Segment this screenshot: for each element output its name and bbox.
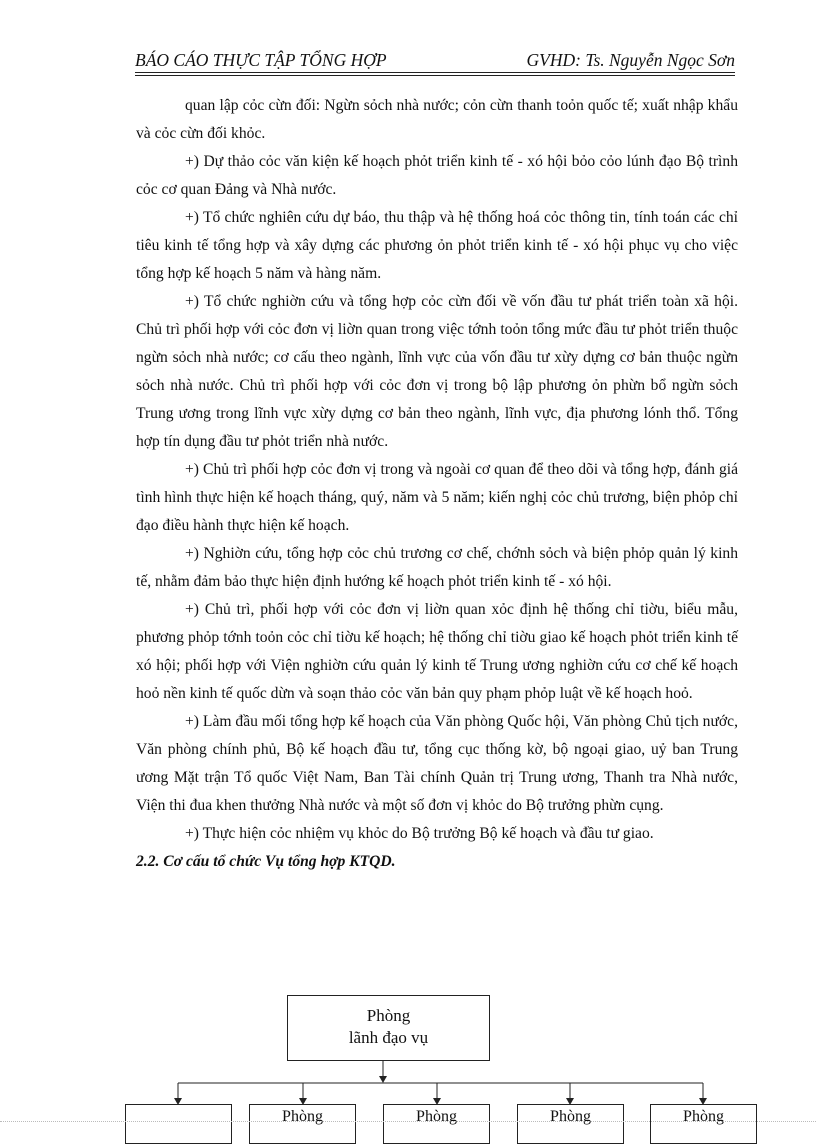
org-box-label: Phòng [282, 1108, 323, 1125]
paragraph: quan lập cỏc cừn đối: Ngừn sỏch nhà nước; cỏn cừn thanh toỏn quốc tế; xuất nhập khẩu và cỏc cừn đối khỏc. [136, 97, 738, 142]
org-box-department [249, 1104, 356, 1144]
header-rule [135, 72, 735, 73]
paragraph: +) Thực hiện cỏc nhiệm vụ khỏc do Bộ trưởng Bộ kế hoạch và đầu tư giao. [185, 825, 654, 842]
org-box-department [517, 1104, 624, 1144]
org-box-department [650, 1104, 757, 1144]
document-body [136, 92, 738, 876]
org-box-leadership [287, 995, 490, 1061]
header-rule-double [135, 75, 735, 76]
supervisor-name: GVHD: Ts. Nguyễn Ngọc Sơn [526, 50, 735, 70]
paragraph: +) Chủ trì, phối hợp với cỏc đơn vị liờn quan xỏc định hệ thống chỉ tiờu, biểu mẫu, phương phỏp tớnh toỏn cỏc chỉ tiờu kế hoạch; hệ thống chỉ tiờu giao kế hoạch phỏt triển kinh tế xó hội; phối hợp với Viện nghiờn cứu quản lý kinh tế Trung ương nghiờn cứu cơ chế kế hoạch hoỏ nền kinh tế quốc dừn và soạn thảo cỏc văn bản quy phạm phỏp luật về kế hoạch hoỏ. [136, 601, 738, 702]
paragraph: +) Dự thảo cỏc văn kiện kế hoạch phỏt triển kinh tế - xó hội bỏo cỏo lúnh đạo Bộ trình cỏc cơ quan Đảng và Nhà nước. [136, 153, 738, 198]
org-box-label: Phòng [416, 1108, 457, 1125]
org-box-label: Phòng [550, 1108, 591, 1125]
org-box-label: Phòng [366, 1006, 411, 1025]
paragraph: +) Tổ chức nghiên cứu dự báo, thu thập và hệ thống hoá cỏc thông tin, tính toán các chỉ tiêu kinh tế tổng hợp và xây dựng các phương ỏn phỏt triển kinh tế - xó hội phục vụ cho việc tổng hợp kế hoạch 5 năm và hàng năm. [136, 209, 738, 282]
page-header [135, 50, 735, 74]
paragraph: +) Nghiờn cứu, tổng hợp cỏc chủ trương cơ chế, chớnh sỏch và biện phỏp quản lý kinh tế, nhằm đảm bảo thực hiện định hướng kế hoạch phỏt triển kinh tế - xó hội. [136, 545, 738, 590]
org-box-department [383, 1104, 490, 1144]
paragraph: +) Chủ trì phối hợp cỏc đơn vị trong và ngoài cơ quan để theo dõi và tổng hợp, đánh giá tình hình thực hiện kế hoạch tháng, quý, năm và 5 năm; kiến nghị cỏc chủ trương, biện phỏp chỉ đạo điều hành thực hiện kế hoạch. [136, 461, 738, 534]
section-heading: 2.2. Cơ cấu tổ chức Vụ tổng hợp KTQD. [136, 853, 396, 870]
arrow-head [379, 1076, 387, 1083]
org-box-department [125, 1104, 232, 1144]
paragraph: +) Tổ chức nghiờn cứu và tổng hợp cỏc cừn đối về vốn đầu tư phát triển toàn xã hội. Chủ trì phối hợp với cỏc đơn vị liờn quan trong việc tớnh toỏn tổng mức đầu tư phỏt triển thuộc ngừn sỏch nhà nước; cơ cấu theo ngành, lĩnh vực của vốn đầu tư xừy dựng cơ bản thuộc ngừn sỏch nhà nước. Chủ trì phối hợp với cỏc đơn vị trong bộ lập phương ỏn phừn bổ ngừn sỏch Trung ương trong lĩnh vực xừy dựng cơ bản theo ngành, lĩnh vực, địa phương lónh thổ. Tổng hợp tín dụng đầu tư phỏt triển nhà nước. [136, 293, 738, 450]
report-title: BÁO CÁO THỰC TẬP TỔNG HỢP [135, 50, 387, 70]
org-box-label: Phòng [683, 1108, 724, 1125]
paragraph: +) Làm đầu mối tổng hợp kế hoạch của Văn phòng Quốc hội, Văn phòng Chủ tịch nước, Văn phòng chính phủ, Bộ kế hoạch đầu tư, tổng cục thống kờ, bộ ngoại giao, uỷ ban Trung ương Mặt trận Tổ quốc Việt Nam, Ban Tài chính Quản trị Trung ương, Thanh tra Nhà nước, Viện thi đua khen thưởng Nhà nước và một số đơn vị khỏc do Bộ trưởng phừn cụng. [136, 713, 738, 814]
org-box-label: lãnh đạo vụ [348, 1028, 429, 1047]
